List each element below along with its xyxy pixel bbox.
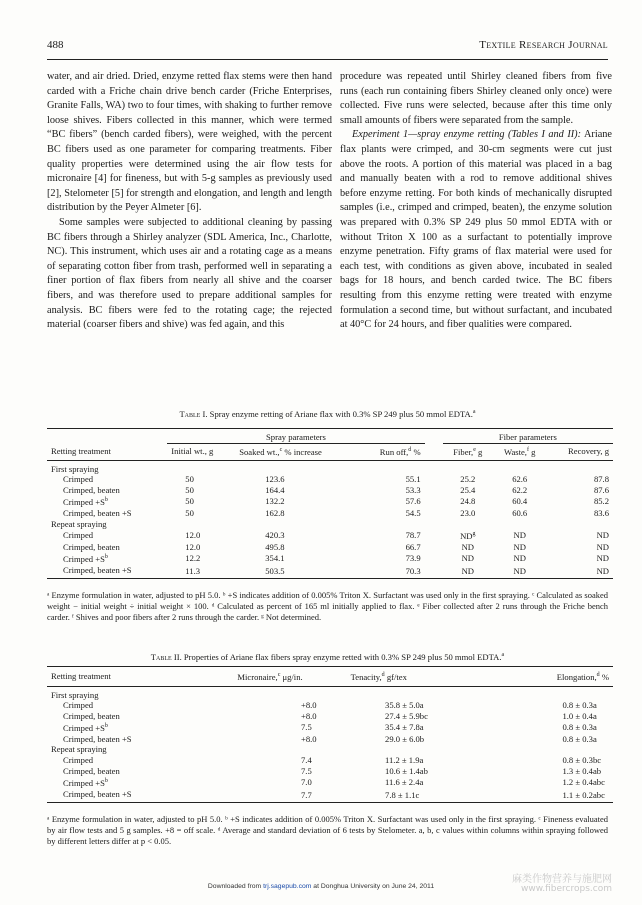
table-row: Crimped, beaten +S 50 162.8 54.5 23.0 60.6 83.6 [63,507,609,518]
download-suffix: at Donghua University on June 24, 2011 [311,883,435,890]
right-column [340,70,612,333]
table-row: Crimped, beaten +8.0 27.4 ± 5.9bc 1.0 ± 0.4a [63,710,597,721]
table2-caption-sup: a [501,652,505,659]
table1-caption-text: Spray enzyme retting of Ariane flax with 0.3% SP 249 plus 50 mmol EDTA. [209,409,473,419]
table2 [47,666,613,803]
download-link[interactable]: trj.sagepub.com [263,883,312,890]
table2-header-micronaire: Micronaire,$^c$ μg/in. [237,671,303,682]
table2-label: Table II. [150,652,182,662]
table2-header-tenacity: Tenacity,$^d$ gf/tex [350,671,407,682]
journal-title: Textile Research Journal [479,39,608,51]
watermark-cn: 麻类作物营养与施肥网 [512,874,612,885]
table1-header-waste: Waste,$^f$ g [504,447,536,458]
table-row: Crimped, beaten 12.0 495.8 66.7 ND ND ND [63,541,609,552]
right-paragraph-2 [340,128,612,332]
table2-caption [47,652,608,662]
right-paragraph-1: procedure was repeated until Shirley cleaned fibers from five runs (each run containing fibers Shirley cleaned only once) were collected. Five runs were selected, because after this time only small amounts of fibers were separated from the sample. [340,71,612,126]
left-column [47,70,332,333]
table1-group-spray: Spray parameters [167,429,424,444]
table1 [47,428,613,579]
left-paragraph-1: water, and air dried. Dried, enzyme retted flax stems were then hand carded with a Friche chain drive bench carder (Friche Enterprises, Granite Falls, WA) two to four times, with shaking to further remove loose shives. Fibers collected in this manner, which were termed “BC fibers” (bench carded fibers), were weighed, with the percent BC fibers used as one parameter for comparing treatments. Fiber quality properties were determined using the air flow tests for micronaire [4] for fineness, but with 5-g samples as previously used [2], Stelometer [5] for strength and elongation, and length and length distribution by the Peyer Almeter [6]. [47,71,332,214]
table-row: Crimped, beaten 50 164.4 53.3 25.4 62.2 87.6 [63,484,609,495]
download-prefix: Downloaded from [207,883,264,890]
table1-group-fiber: Fiber parameters [443,429,613,444]
table-row: Crimped 7.4 11.2 ± 1.9a 0.8 ± 0.3bc [63,755,602,766]
experiment-text: Ariane flax plants were crimped, and 30-cm segments were cut just above the roots. A portion of this material was placed in a bag and manually beaten with a rod to remove additional shives before enzyme retting. For both kinds of mechanically disrupted samples (i.e., crimped and crimped, beaten), the enzyme solution was prepared with 0.3% SP 249 plus 50 mmol EDTA with or without Triton X 100 as a surfactant to potentially improve enzyme penetration. Fifty grams of flax material were used for each test, with conditions as given above, incubated in sealed bags for 18 hours, and bench carded twice. The BC fibers resulting from this enzyme retting were treated with enzyme formulation a second time, but without surfactant, and incubated at 40°C for 24 hours, and fiber qualities were compared. [340,129,612,331]
table1-header-recovery: Recovery, g [568,446,609,457]
page-number: 488 [47,39,64,51]
table1-caption-sup: a [472,409,476,416]
table1-footnotes: ᵃ Enzyme formulation in water, adjusted to pH 5.0. ᵇ +S indicates addition of 0.005% Triton X. Surfactant was used only in the first spraying. ᶜ Calculated as soaked weight − initial weight ÷ initial weight × 100. ᵈ Calculated as percent of 165 ml initially applied to flax. ᵉ Fiber collected after 2 runs through the Friche bench carder. ᶠ Shives and poor fibers after 2 runs through the carder. ᵍ Not determined. [47,590,608,622]
experiment-heading: Experiment 1—spray enzyme retting (Tables I and II): [352,129,582,141]
table1-section-first: First spraying [51,463,99,474]
table-row: Crimped 12.0 420.3 78.7 $ND^g$ ND ND [63,530,609,541]
table-row: Crimped, beaten +S +8.0 29.0 ± 6.0b 0.8 ± 0.3a [63,733,597,744]
table-row: Crimped $+S^b$ 7.5 35.4 ± 7.8a 0.8 ± 0.3a [63,722,597,734]
table1-caption [47,409,608,419]
table-row: Crimped $+S^b$ 7.0 11.6 ± 2.4a 1.2 ± 0.4abc [63,777,605,789]
table1-header-initial: Initial wt., g [171,446,214,457]
table-row: Crimped 50 123.6 55.1 25.2 62.6 87.8 [63,474,609,485]
table2-section-repeat: Repeat spraying [51,744,107,755]
table2-header-treatment: Retting treatment [51,671,111,681]
table1-section-repeat: Repeat spraying [51,518,107,529]
table1-header-soaked: Soaked wt.,$^c$ % increase [239,447,322,458]
table1-header-fiber: Fiber,$^e$ g [453,447,483,458]
table-row: Crimped, beaten +S 11.3 503.5 70.3 ND ND ND [47,565,613,579]
table2-caption-text: Properties of Ariane flax fibers spray enzyme retted with 0.3% SP 249 plus 50 mmol EDTA. [183,652,502,662]
table1-header-runoff: Run off,$^d$ % [379,447,421,458]
table2-header-elongation: Elongation,$^d$ % [556,671,609,682]
table2-section-first: First spraying [51,689,99,700]
watermark-url: www.fibercrops.com [521,884,612,894]
table-row: Crimped, beaten 7.5 10.6 ± 1.4ab 1.3 ± 0.4ab [63,765,602,776]
header-rule [47,59,608,60]
table1-header-treatment: Retting treatment [51,446,111,457]
table-row: Crimped $+S^b$ 12.2 354.1 73.9 ND ND ND [63,553,609,565]
table-row: Crimped $+S^b$ 50 132.2 57.6 24.8 60.4 85.2 [63,496,609,508]
table1-label: Table I. [179,409,208,419]
left-paragraph-2: Some samples were subjected to additional cleaning by passing BC fibers through a Shirley analyzer (SDL America, Inc., Charlotte, NC). This instrument, which uses air and a rotating cage as a means of separating cotton fiber from trash, performed well in separating a finer portion of flax fibers from nearly all shive and the coarser fibers, and was therefore used to prepare additional samples for analysis. BC fibers were fed to the rotating cage; the rejected material (coarser fibers and shive) was fed again, and this [47,216,332,331]
table2-footnotes: ᵃ Enzyme formulation in water, adjusted to pH 5.0. ᵇ +S indicates addition of 0.005% Triton X. Surfactant was used only in the first spraying. ᶜ Fineness evaluated by air flow tests and 5 g samples. +8 = off scale. ᵈ Average and standard deviation of 6 tests by Stelometer. a, b, c values within columns within spraying followed by different letters differ at p < 0.05. [47,814,608,846]
table-row: Crimped, beaten +S 7.7 7.8 ± 1.1c 1.1 ± 0.2abc [47,789,613,803]
table-row: Crimped +8.0 35.8 ± 5.0a 0.8 ± 0.3a [63,700,597,711]
